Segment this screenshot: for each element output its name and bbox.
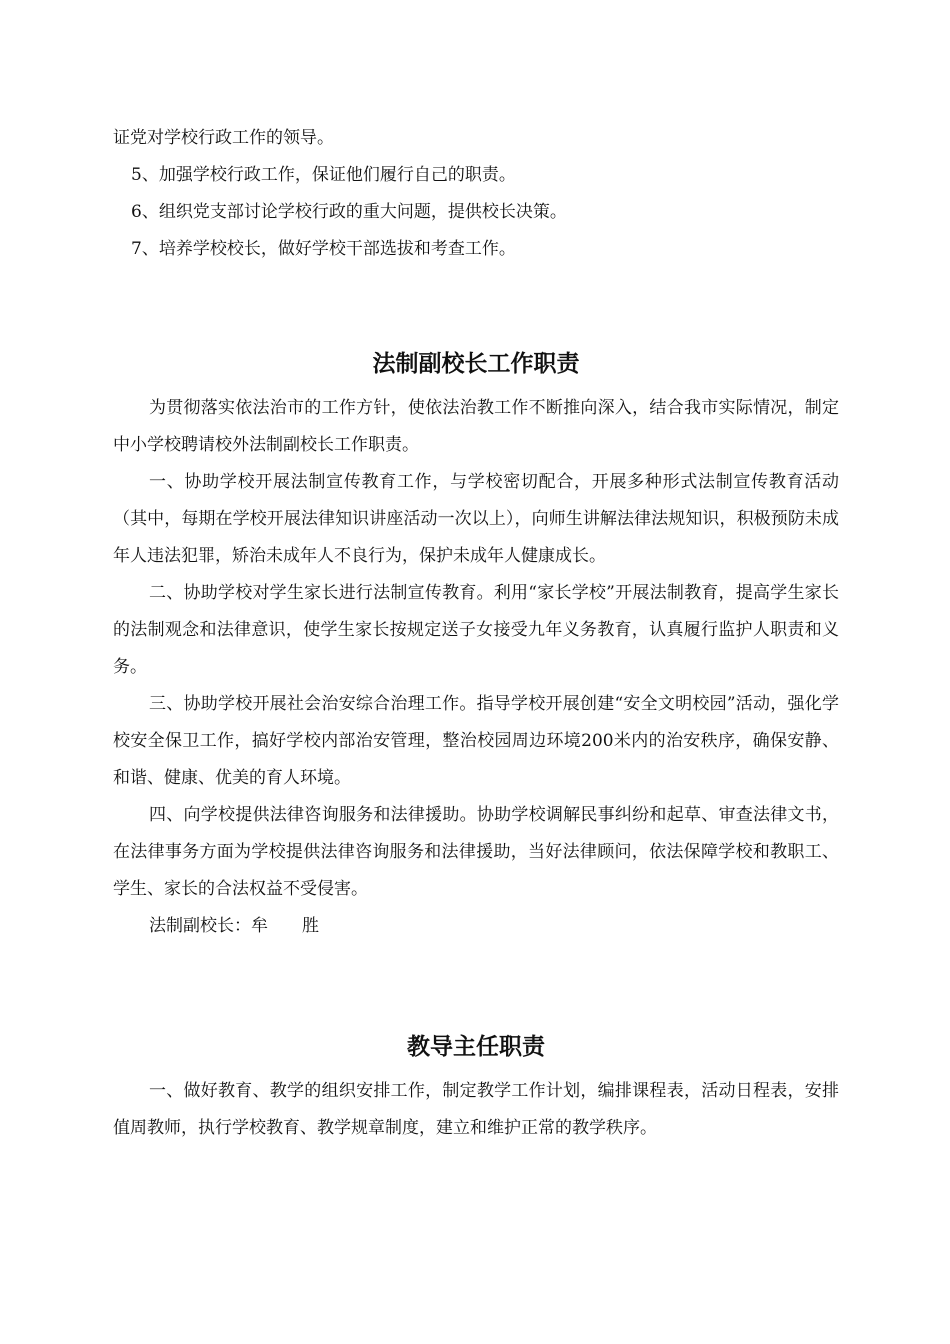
list-item: 6、组织党支部讨论学校行政的重大问题，提供校长决策。 <box>131 202 567 222</box>
section-title-legal: 法制副校长工作职责 <box>372 351 580 377</box>
section-spacer <box>113 945 839 1025</box>
signature-line: 法制副校长：牟 胜 <box>149 916 319 936</box>
list-item: 5、加强学校行政工作，保证他们履行自己的职责。 <box>131 165 516 185</box>
duty-paragraph: 一、做好教育、教学的组织安排工作，制定教学工作计划，编排课程表，活动日程表，安排值周教师，执行学校教育、教学规章制度，建立和维护正常的教学秩序。 <box>113 1081 839 1138</box>
section-title-dean: 教导主任职责 <box>407 1034 545 1060</box>
duty-paragraph: 三、协助学校开展社会治安综合治理工作。指导学校开展创建“安全文明校园”活动，强化学校安全保卫工作，搞好学校内部治安管理，整治校园周边环境200米内的治安秩序，确保安静、和谐、健康、优美的育人环境。 <box>113 694 839 788</box>
duty-paragraph: 四、向学校提供法律咨询服务和法律援助。协助学校调解民事纠纷和起草、审查法律文书，在法律事务方面为学校提供法律咨询服务和法律援助，当好法律顾问，依法保障学校和教职工、学生、家长的合法权益不受侵害。 <box>113 805 839 899</box>
intro-paragraph: 为贯彻落实依法治市的工作方针，使依法治教工作不断推向深入，结合我市实际情况，制定中小学校聘请校外法制副校长工作职责。 <box>113 398 839 455</box>
document-content <box>113 120 839 1147</box>
list-item: 7、培养学校校长，做好学校干部选拔和考查工作。 <box>131 239 516 259</box>
duty-paragraph: 二、协助学校对学生家长进行法制宣传教育。利用“家长学校”开展法制教育，提高学生家长的法制观念和法律意识，使学生家长按规定送子女接受九年义务教育，认真履行监护人职责和义务。 <box>113 583 839 677</box>
duty-paragraph: 一、协助学校开展法制宣传教育工作，与学校密切配合，开展多种形式法制宣传教育活动（其中，每期在学校开展法律知识讲座活动一次以上），向师生讲解法律法规知识，积极预防未成年人违法犯罪，矫治未成年人不良行为，保护未成年人健康成长。 <box>113 472 839 566</box>
section-spacer <box>113 268 839 342</box>
continuation-line: 证党对学校行政工作的领导。 <box>113 128 334 148</box>
